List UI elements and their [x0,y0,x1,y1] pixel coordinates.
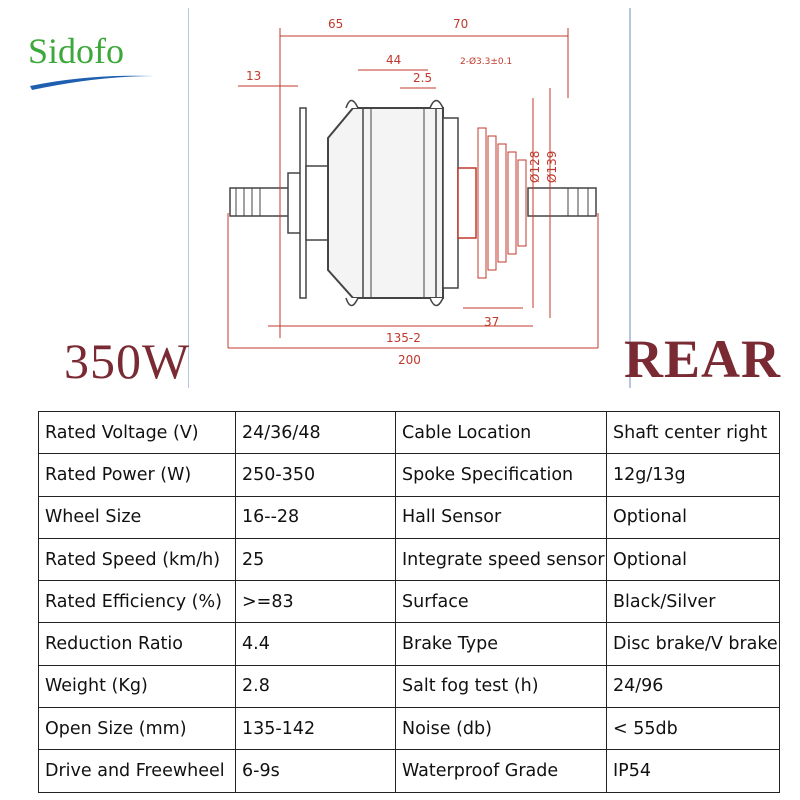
spec-value: 16--28 [236,496,396,538]
spec-value: Optional [607,496,780,538]
spec-key: Waterproof Grade [396,750,607,792]
spec-value: Black/Silver [607,581,780,623]
spec-key: Wheel Size [39,496,236,538]
spec-key: Drive and Freewheel [39,750,236,792]
brand-logo [28,30,158,92]
spec-value: 135-142 [236,708,396,750]
logo-text: Sidofo [28,31,125,71]
spec-value: 24/96 [607,665,780,707]
dim-135: 135-2 [386,331,421,345]
table-row [39,708,780,750]
spec-key: Hall Sensor [396,496,607,538]
table-row [39,412,780,454]
dim-hole-spec: 2-Ø3.3±0.1 [460,57,513,67]
spec-key: Noise (db) [396,708,607,750]
spec-key: Surface [396,581,607,623]
spec-key: Cable Location [396,412,607,454]
spec-key: Rated Speed (km/h) [39,538,236,580]
spec-value: 4.4 [236,623,396,665]
motor-hub-drawing [188,8,638,388]
table-row [39,496,780,538]
spec-value: Optional [607,538,780,580]
spec-table [38,411,780,793]
dim-d128: Ø128 [528,150,542,183]
spec-key: Brake Type [396,623,607,665]
spec-value: < 55db [607,708,780,750]
table-row [39,750,780,792]
spec-key: Open Size (mm) [39,708,236,750]
spec-value: 24/36/48 [236,412,396,454]
spec-key: Weight (Kg) [39,665,236,707]
table-row [39,623,780,665]
table-row [39,538,780,580]
table-row [39,454,780,496]
spec-value: >=83 [236,581,396,623]
spec-value: 250-350 [236,454,396,496]
logo-swoosh [28,30,158,92]
spec-value: Shaft center right [607,412,780,454]
dim-37: 37 [484,315,500,329]
position-label: REAR [624,329,782,389]
spec-key: Spoke Specification [396,454,607,496]
spec-value: 6-9s [236,750,396,792]
spec-key: Rated Voltage (V) [39,412,236,454]
spec-value: IP54 [607,750,780,792]
spec-key: Rated Efficiency (%) [39,581,236,623]
table-row [39,581,780,623]
spec-value: 25 [236,538,396,580]
spec-key: Salt fog test (h) [396,665,607,707]
dim-2-5: 2.5 [413,71,433,85]
dim-200: 200 [398,353,421,367]
dim-44: 44 [386,53,402,67]
power-label: 350W [64,333,191,389]
spec-key: Integrate speed sensor [396,538,607,580]
dim-65: 65 [328,17,344,31]
spec-value: 12g/13g [607,454,780,496]
dim-70: 70 [453,17,469,31]
spec-value: Disc brake/V brake [607,623,780,665]
spec-key: Rated Power (W) [39,454,236,496]
table-row [39,665,780,707]
spec-value: 2.8 [236,665,396,707]
dim-13: 13 [246,69,262,83]
dim-d139: Ø139 [545,150,559,183]
spec-key: Reduction Ratio [39,623,236,665]
